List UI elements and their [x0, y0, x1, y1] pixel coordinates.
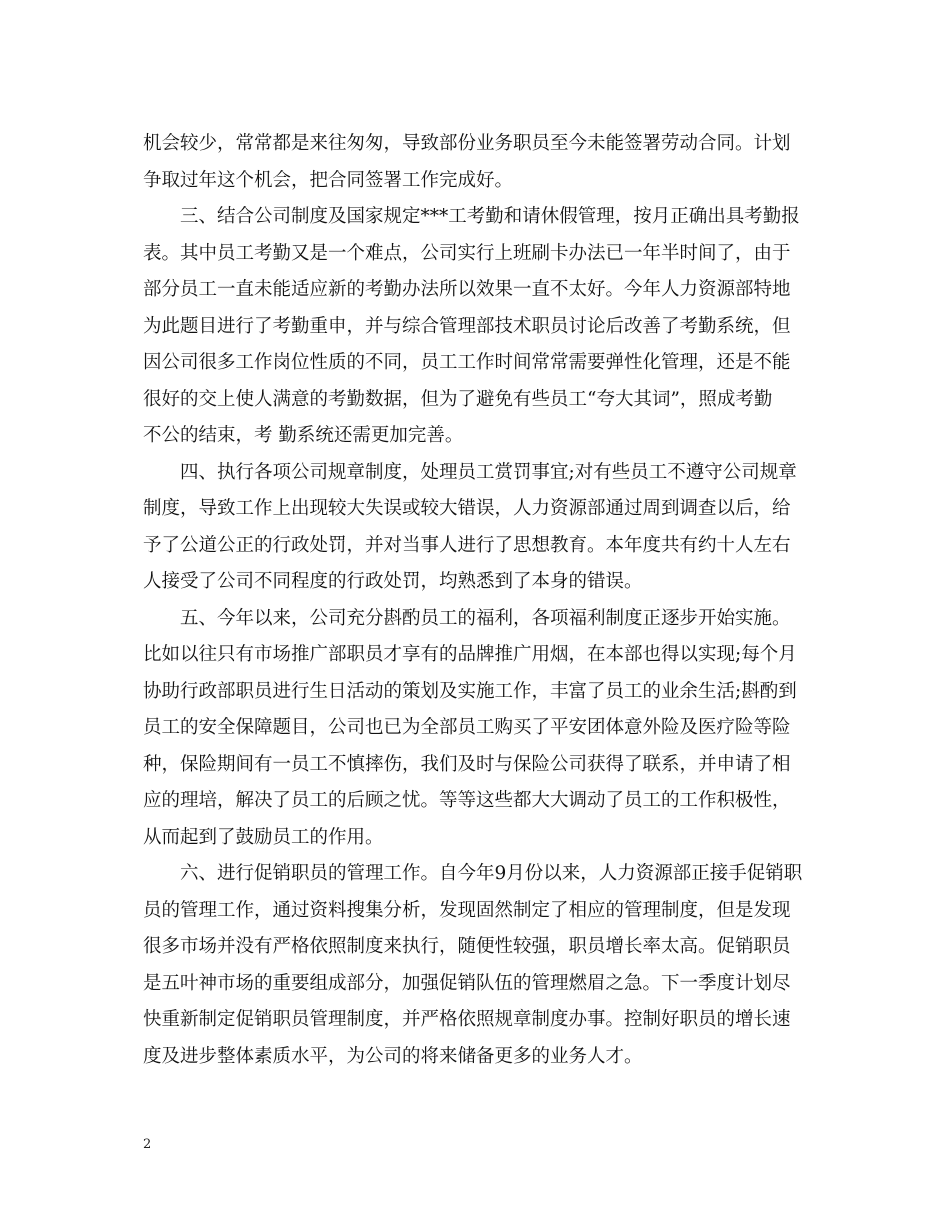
text-line: 五、今年以来，公司充分斟酌员工的福利，各项福利制度正逐步开始实施。	[180, 607, 791, 629]
text-line: 度及进步整体素质水平，为公司的将来储备更多的业务人才。	[143, 1045, 643, 1067]
text-line: 员工的安全保障题目，公司也已为全部员工购买了平安团体意外险及医疗险等险	[143, 717, 791, 738]
text-line: 部分员工一直未能适应新的考勤办法所以效果一直不太好。今年人力资源部特地	[143, 279, 791, 300]
text-line: 种，保险期间有一员工不慎摔伤，我们及时与保险公司获得了联系，并申请了相	[143, 753, 791, 775]
text-line: 从而起到了鼓励员工的作用。	[143, 826, 384, 848]
text-line: 员的管理工作，通过资料搜集分析，发现固然制定了相应的管理制度，但是发现	[143, 899, 791, 921]
text-line: 机会较少，常常都是来往匆匆，导致部份业务职员至今未能签署劳动合同。计划	[143, 133, 791, 154]
text-line: 为此题目进行了考勤重申，并与综合管理部技术职员讨论后改善了考勤系统，但	[143, 315, 791, 337]
page-number: 2	[143, 1137, 152, 1152]
text-line: 三、结合公司制度及国家规定***工考勤和请休假管理，按月正确出具考勤报	[180, 206, 800, 227]
text-line: 很多市场并没有严格依照制度来执行，随便性较强，职员增长率太高。促销职员	[143, 936, 791, 957]
text-line: 协助行政部职员进行生日活动的策划及实施工作，丰富了员工的业余生活;斟酌到	[143, 680, 797, 702]
text-line: 比如以往只有市场推广部职员才享有的品牌推广用烟，在本部也得以实现;每个月	[143, 644, 797, 665]
text-line: 争取过年这个机会，把合同签署工作完成好。	[143, 169, 514, 191]
text-line: 因公司很多工作岗位性质的不同，员工工作时间常常需要弹性化管理，还是不能	[143, 352, 791, 373]
text-line: 表。其中员工考勤又是一个难点，公司实行上班刷卡办法已一年半时间了，由于	[143, 242, 791, 264]
text-line: 应的理培，解决了员工的后顾之忧。等等这些都大大调动了员工的工作积极性，	[143, 790, 791, 811]
text-line: 是五叶神市场的重要组成部分，加强促销队伍的管理燃眉之急。下一季度计划尽	[143, 972, 791, 994]
text-line: 很好的交上使人满意的考勤数据，但为了避免有些员工“夸大其词”，照成考勤	[143, 388, 773, 410]
text-line: 六、进行促销职员的管理工作。自今年9月份以来，人力资源部正接手促销职	[180, 863, 803, 884]
document-body	[143, 126, 815, 1075]
text-line: 快重新制定促销职员管理制度，并严格依照规章制度办事。控制好职员的增长速	[143, 1009, 791, 1030]
text-line: 不公的结束，考 勤系统还需更加完善。	[143, 425, 464, 446]
text-line: 予了公道公正的行政处罚，并对当事人进行了思想教育。本年度共有约十人左右	[143, 534, 791, 556]
text-line: 人接受了公司不同程度的行政处罚，均熟悉到了本身的错误。	[143, 571, 643, 592]
text-line: 四、执行各项公司规章制度，处理员工赏罚事宜;对有些员工不遵守公司规章	[180, 461, 797, 483]
text-line: 制度，导致工作上出现较大失误或较大错误，人力资源部通过周到调查以后，给	[143, 498, 791, 519]
